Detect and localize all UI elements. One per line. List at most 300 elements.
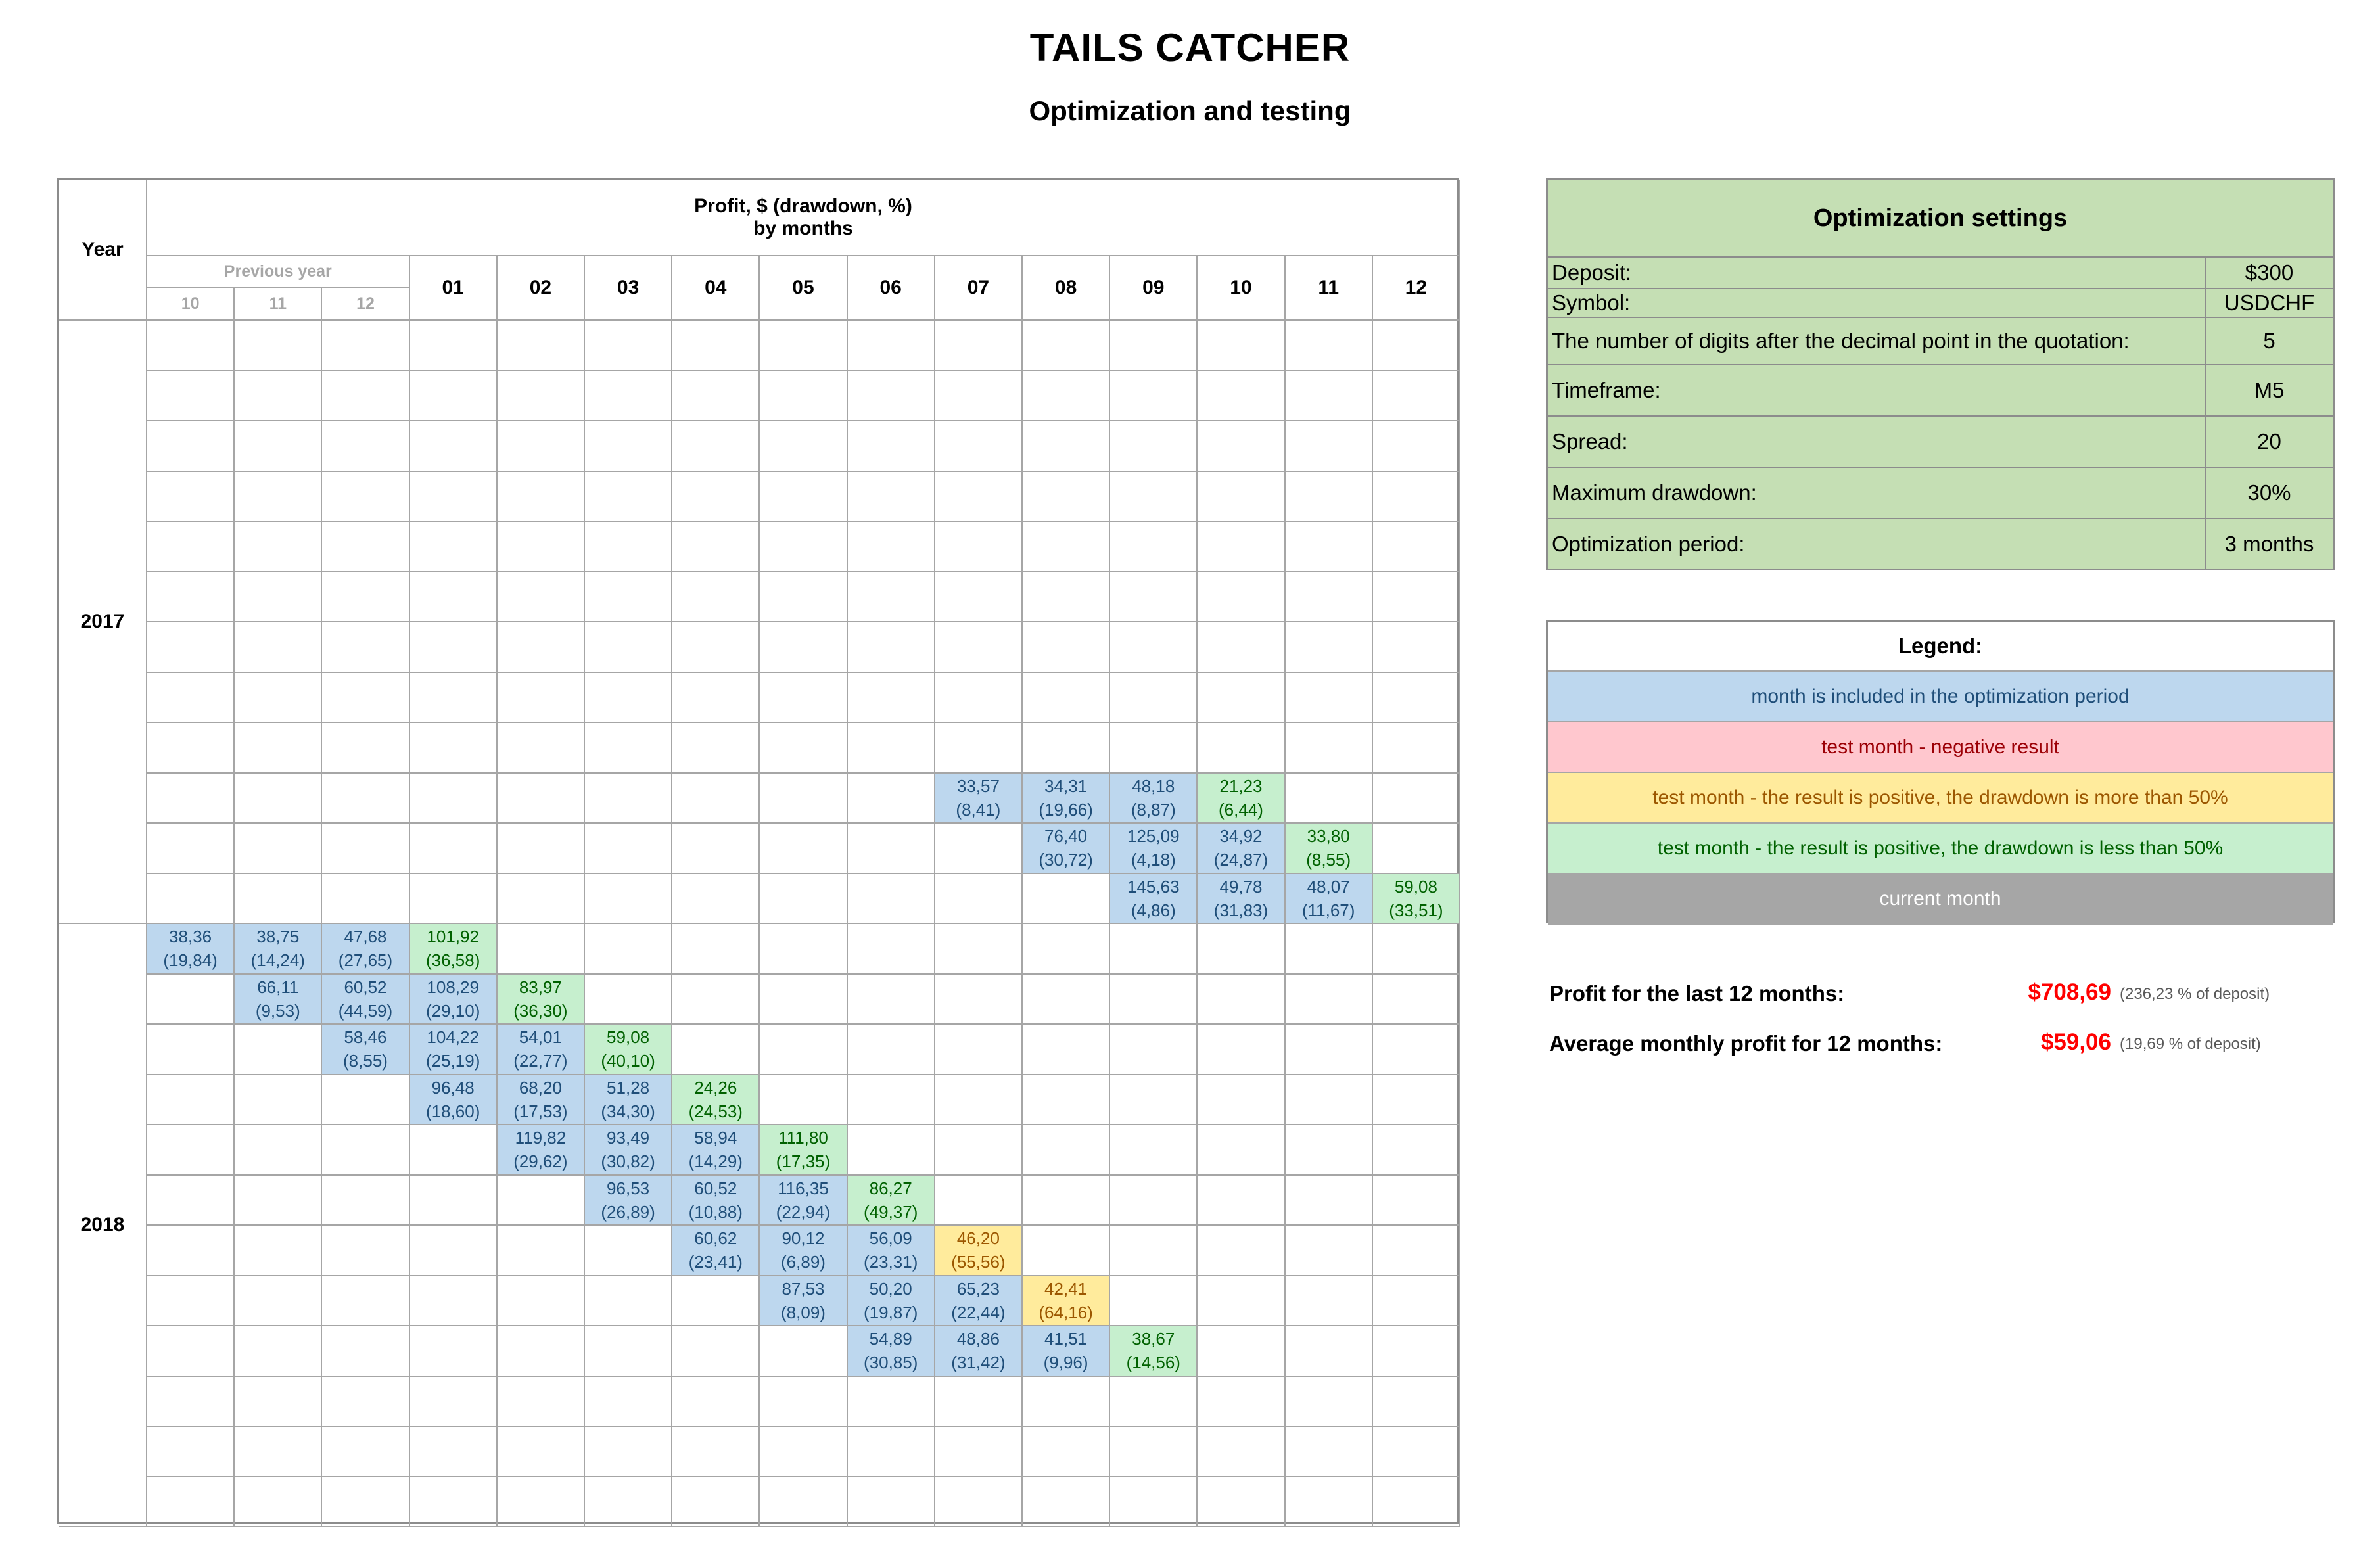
empty-cell xyxy=(1110,924,1198,975)
profit-12m-note: (236,23 % of deposit) xyxy=(2120,985,2270,1003)
empty-cell xyxy=(1286,1025,1373,1075)
empty-cell xyxy=(322,1326,409,1377)
empty-cell xyxy=(498,622,585,673)
result-cell xyxy=(1373,874,1460,925)
empty-cell xyxy=(235,1377,322,1427)
empty-cell xyxy=(410,1226,498,1276)
empty-cell xyxy=(1198,1075,1285,1126)
empty-cell xyxy=(322,1226,409,1276)
empty-cell xyxy=(935,522,1023,572)
empty-cell xyxy=(498,472,585,522)
drawdown-value: (18,60) xyxy=(425,1101,480,1121)
profit-value: 49,78 xyxy=(1219,876,1263,896)
result-cell xyxy=(935,1226,1023,1276)
profit-value: 59,08 xyxy=(607,1027,650,1048)
empty-cell xyxy=(322,1377,409,1427)
result-cell xyxy=(322,975,409,1025)
empty-cell xyxy=(585,824,672,874)
empty-cell xyxy=(1286,1326,1373,1377)
empty-cell xyxy=(1373,924,1460,975)
profit-value: 41,51 xyxy=(1044,1329,1088,1349)
previous-year-header xyxy=(147,256,410,288)
year-header xyxy=(59,180,147,321)
empty-cell xyxy=(322,1176,409,1226)
empty-cell xyxy=(235,321,322,371)
legend-item-blue: month is included in the optimization period xyxy=(1548,672,2333,722)
drawdown-value: (14,29) xyxy=(688,1151,743,1172)
empty-cell xyxy=(1373,774,1460,824)
empty-cell xyxy=(760,975,847,1025)
result-cell xyxy=(585,1125,672,1176)
result-cell xyxy=(760,1125,847,1176)
empty-cell xyxy=(1110,622,1198,673)
empty-cell xyxy=(1023,321,1110,371)
empty-cell xyxy=(410,1125,498,1176)
empty-cell xyxy=(1023,1477,1110,1528)
empty-cell xyxy=(672,1477,760,1528)
empty-cell xyxy=(410,1276,498,1327)
result-cell xyxy=(1110,874,1198,925)
empty-cell xyxy=(1286,1075,1373,1126)
drawdown-value: (33,51) xyxy=(1389,900,1443,920)
empty-cell xyxy=(935,321,1023,371)
empty-cell xyxy=(1286,371,1373,422)
empty-cell xyxy=(848,472,935,522)
settings-label: The number of digits after the decimal point in the quotation: xyxy=(1552,329,2130,353)
empty-cell xyxy=(1023,1125,1110,1176)
empty-cell xyxy=(585,321,672,371)
empty-cell xyxy=(1110,1226,1198,1276)
empty-cell xyxy=(935,1176,1023,1226)
empty-cell xyxy=(410,1176,498,1226)
empty-cell xyxy=(935,874,1023,925)
empty-cell xyxy=(235,1477,322,1528)
profit-12m-value: $708,69 xyxy=(2028,979,2111,1005)
legend-panel xyxy=(1546,620,2335,923)
empty-cell xyxy=(147,1176,235,1226)
empty-cell xyxy=(760,874,847,925)
profit-value: 96,53 xyxy=(607,1178,650,1198)
settings-value: M5 xyxy=(2205,365,2333,415)
result-cell xyxy=(1023,1276,1110,1327)
empty-cell xyxy=(1373,1377,1460,1427)
empty-cell xyxy=(1198,522,1285,572)
empty-cell xyxy=(760,723,847,774)
empty-cell xyxy=(147,673,235,724)
avg-monthly-note: (19,69 % of deposit) xyxy=(2120,1035,2261,1053)
month-header xyxy=(585,256,672,321)
prev-month-label: 10 xyxy=(181,294,200,313)
drawdown-value: (14,24) xyxy=(250,950,305,971)
drawdown-value: (8,09) xyxy=(781,1302,826,1322)
empty-cell xyxy=(235,472,322,522)
month-header xyxy=(1023,256,1110,321)
empty-cell xyxy=(672,673,760,724)
prev-month-header xyxy=(147,288,235,321)
profit-value: 111,80 xyxy=(778,1128,828,1148)
empty-cell xyxy=(322,1125,409,1176)
empty-cell xyxy=(322,1276,409,1327)
empty-cell xyxy=(1373,522,1460,572)
empty-cell xyxy=(1373,1125,1460,1176)
empty-cell xyxy=(935,371,1023,422)
empty-cell xyxy=(1023,673,1110,724)
empty-cell xyxy=(235,1276,322,1327)
empty-cell xyxy=(498,572,585,623)
result-cell xyxy=(848,1326,935,1377)
empty-cell xyxy=(848,1427,935,1477)
profit-12m-label: Profit for the last 12 months: xyxy=(1549,981,1845,1006)
empty-cell xyxy=(322,572,409,623)
result-cell xyxy=(585,1176,672,1226)
empty-cell xyxy=(147,1477,235,1528)
empty-cell xyxy=(848,572,935,623)
empty-cell xyxy=(322,1075,409,1126)
legend-item-red: test month - negative result xyxy=(1548,722,2333,773)
empty-cell xyxy=(585,1377,672,1427)
empty-cell xyxy=(1110,1427,1198,1477)
empty-cell xyxy=(1286,1377,1373,1427)
profit-value: 38,75 xyxy=(256,927,300,947)
month-header xyxy=(1110,256,1198,321)
empty-cell xyxy=(1198,1326,1285,1377)
drawdown-value: (31,42) xyxy=(951,1353,1006,1373)
drawdown-value: (22,77) xyxy=(513,1051,568,1071)
profit-value: 116,35 xyxy=(778,1178,829,1198)
profit-value: 60,52 xyxy=(694,1178,737,1198)
result-cell xyxy=(498,975,585,1025)
empty-cell xyxy=(235,1025,322,1075)
empty-cell xyxy=(1110,1477,1198,1528)
drawdown-value: (19,87) xyxy=(863,1302,918,1322)
drawdown-value: (6,89) xyxy=(781,1252,826,1272)
settings-row xyxy=(1548,468,2333,519)
empty-cell xyxy=(322,673,409,724)
profit-value: 108,29 xyxy=(427,977,479,997)
drawdown-value: (49,37) xyxy=(863,1201,918,1222)
drawdown-value: (22,44) xyxy=(951,1302,1006,1322)
empty-cell xyxy=(1286,774,1373,824)
legend-item-green: test month - the result is positive, the drawdown is less than 50% xyxy=(1548,824,2333,874)
empty-cell xyxy=(1198,673,1285,724)
settings-label: Spread: xyxy=(1552,429,1628,453)
result-cell xyxy=(235,924,322,975)
empty-cell xyxy=(672,321,760,371)
empty-cell xyxy=(147,421,235,472)
empty-cell xyxy=(322,371,409,422)
profit-value: 60,62 xyxy=(694,1228,737,1249)
empty-cell xyxy=(1023,371,1110,422)
avg-monthly-value: $59,06 xyxy=(2040,1029,2111,1055)
drawdown-value: (11,67) xyxy=(1301,900,1355,920)
empty-cell xyxy=(1198,321,1285,371)
empty-cell xyxy=(1198,1427,1285,1477)
empty-cell xyxy=(235,824,322,874)
empty-cell xyxy=(848,824,935,874)
empty-cell xyxy=(1286,321,1373,371)
empty-cell xyxy=(672,1377,760,1427)
result-cell xyxy=(760,1276,847,1327)
legend-item-yellow: test month - the result is positive, the drawdown is more than 50% xyxy=(1548,773,2333,824)
empty-cell xyxy=(1198,472,1285,522)
empty-cell xyxy=(672,723,760,774)
empty-cell xyxy=(585,723,672,774)
profit-value: 119,82 xyxy=(515,1128,567,1148)
empty-cell xyxy=(935,1025,1023,1075)
drawdown-value: (9,53) xyxy=(255,1000,300,1021)
settings-row xyxy=(1548,318,2333,365)
empty-cell xyxy=(760,924,847,975)
empty-cell xyxy=(498,1276,585,1327)
empty-cell xyxy=(1286,1226,1373,1276)
empty-cell xyxy=(585,1326,672,1377)
result-cell xyxy=(760,1226,847,1276)
empty-cell xyxy=(935,472,1023,522)
profit-value: 54,01 xyxy=(519,1027,562,1048)
empty-cell xyxy=(1198,723,1285,774)
empty-cell xyxy=(1110,472,1198,522)
profit-value: 60,52 xyxy=(344,977,387,997)
empty-cell xyxy=(322,723,409,774)
empty-cell xyxy=(1286,572,1373,623)
empty-cell xyxy=(410,673,498,724)
month-header xyxy=(935,256,1023,321)
drawdown-value: (40,10) xyxy=(601,1051,655,1071)
profit-value: 47,68 xyxy=(344,927,387,947)
empty-cell xyxy=(147,1377,235,1427)
empty-cell xyxy=(498,321,585,371)
profit-value: 101,92 xyxy=(427,927,479,947)
page-subtitle: Optimization and testing xyxy=(1029,95,1351,126)
profit-value: 24,26 xyxy=(694,1077,737,1098)
profit-value: 76,40 xyxy=(1044,826,1088,847)
empty-cell xyxy=(672,622,760,673)
empty-cell xyxy=(1023,421,1110,472)
empty-cell xyxy=(1373,572,1460,623)
empty-cell xyxy=(585,924,672,975)
profit-value: 33,80 xyxy=(1307,826,1350,847)
empty-cell xyxy=(1286,622,1373,673)
empty-cell xyxy=(147,1025,235,1075)
empty-cell xyxy=(672,522,760,572)
settings-value: USDCHF xyxy=(2205,289,2333,317)
empty-cell xyxy=(585,622,672,673)
empty-cell xyxy=(235,1125,322,1176)
settings-label: Deposit: xyxy=(1552,260,1632,285)
drawdown-value: (30,85) xyxy=(863,1353,918,1373)
legend-item-grey: current month xyxy=(1548,874,2333,925)
profit-header-line1: Profit, $ (drawdown, %) xyxy=(694,195,912,217)
empty-cell xyxy=(322,622,409,673)
empty-cell xyxy=(760,421,847,472)
profit-value: 58,94 xyxy=(694,1128,737,1148)
empty-cell xyxy=(1373,1427,1460,1477)
empty-cell xyxy=(1373,1025,1460,1075)
empty-cell xyxy=(410,572,498,623)
empty-cell xyxy=(935,975,1023,1025)
empty-cell xyxy=(760,774,847,824)
empty-cell xyxy=(498,1226,585,1276)
settings-value: 3 months xyxy=(2205,519,2333,569)
empty-cell xyxy=(760,622,847,673)
settings-value: 5 xyxy=(2205,318,2333,364)
empty-cell xyxy=(935,1075,1023,1126)
empty-cell xyxy=(585,572,672,623)
empty-cell xyxy=(410,1477,498,1528)
profit-value: 50,20 xyxy=(869,1278,912,1299)
month-label: 03 xyxy=(617,277,640,298)
empty-cell xyxy=(848,673,935,724)
settings-row xyxy=(1548,365,2333,417)
drawdown-value: (34,30) xyxy=(601,1101,655,1121)
profit-value: 33,57 xyxy=(956,776,1000,796)
empty-cell xyxy=(147,1075,235,1126)
profit-value: 46,20 xyxy=(956,1228,1000,1249)
result-cell xyxy=(410,1075,498,1126)
year-label-cell xyxy=(59,321,147,924)
profit-value: 58,46 xyxy=(344,1027,387,1048)
profit-value: 90,12 xyxy=(782,1228,825,1249)
profit-value: 34,31 xyxy=(1044,776,1088,796)
empty-cell xyxy=(1023,472,1110,522)
empty-cell xyxy=(147,723,235,774)
empty-cell xyxy=(935,1477,1023,1528)
result-cell xyxy=(322,924,409,975)
empty-cell xyxy=(1286,472,1373,522)
empty-cell xyxy=(147,1427,235,1477)
empty-cell xyxy=(848,874,935,925)
drawdown-value: (4,86) xyxy=(1131,900,1176,920)
result-cell xyxy=(585,1075,672,1126)
empty-cell xyxy=(585,774,672,824)
empty-cell xyxy=(1286,1125,1373,1176)
profit-value: 125,09 xyxy=(1127,826,1180,847)
result-cell xyxy=(235,975,322,1025)
empty-cell xyxy=(1110,1176,1198,1226)
drawdown-value: (31,83) xyxy=(1213,900,1269,920)
empty-cell xyxy=(235,1326,322,1377)
empty-cell xyxy=(848,975,935,1025)
empty-cell xyxy=(498,1427,585,1477)
empty-cell xyxy=(672,472,760,522)
month-header xyxy=(760,256,847,321)
empty-cell xyxy=(760,824,847,874)
empty-cell xyxy=(322,1477,409,1528)
profit-value: 93,49 xyxy=(607,1128,650,1148)
drawdown-value: (29,62) xyxy=(513,1151,568,1172)
empty-cell xyxy=(1023,874,1110,925)
drawdown-value: (23,31) xyxy=(863,1252,918,1272)
empty-cell xyxy=(1373,472,1460,522)
drawdown-value: (10,88) xyxy=(688,1201,743,1222)
empty-cell xyxy=(498,774,585,824)
profit-value: 68,20 xyxy=(519,1077,562,1098)
prev-month-header xyxy=(235,288,322,321)
empty-cell xyxy=(322,522,409,572)
profit-value: 87,53 xyxy=(782,1278,825,1299)
empty-cell xyxy=(1198,572,1285,623)
empty-cell xyxy=(1198,622,1285,673)
empty-cell xyxy=(585,1427,672,1477)
profit-value: 96,48 xyxy=(431,1077,475,1098)
empty-cell xyxy=(1373,1477,1460,1528)
empty-cell xyxy=(322,774,409,824)
empty-cell xyxy=(1373,622,1460,673)
result-cell xyxy=(1286,874,1373,925)
settings-row xyxy=(1548,258,2333,289)
empty-cell xyxy=(1373,1226,1460,1276)
empty-cell xyxy=(760,472,847,522)
result-cell xyxy=(935,1326,1023,1377)
empty-cell xyxy=(935,1377,1023,1427)
drawdown-value: (17,53) xyxy=(513,1101,568,1121)
empty-cell xyxy=(1023,622,1110,673)
empty-cell xyxy=(147,1125,235,1176)
empty-cell xyxy=(585,371,672,422)
empty-cell xyxy=(1373,673,1460,724)
profit-value: 145,63 xyxy=(1127,876,1180,896)
month-header xyxy=(498,256,585,321)
empty-cell xyxy=(1198,1125,1285,1176)
empty-cell xyxy=(1286,1276,1373,1327)
empty-cell xyxy=(760,1377,847,1427)
drawdown-value: (26,89) xyxy=(601,1201,655,1222)
empty-cell xyxy=(1198,1176,1285,1226)
empty-cell xyxy=(498,522,585,572)
empty-cell xyxy=(1373,1176,1460,1226)
drawdown-value: (64,16) xyxy=(1038,1302,1093,1322)
empty-cell xyxy=(498,1326,585,1377)
empty-cell xyxy=(848,1477,935,1528)
result-cell xyxy=(672,1125,760,1176)
empty-cell xyxy=(235,522,322,572)
profit-value: 104,22 xyxy=(427,1027,479,1048)
empty-cell xyxy=(498,1477,585,1528)
profit-value: 42,41 xyxy=(1044,1278,1088,1299)
result-cell xyxy=(672,1075,760,1126)
result-cell xyxy=(935,774,1023,824)
empty-cell xyxy=(935,1427,1023,1477)
month-header xyxy=(1373,256,1460,321)
empty-cell xyxy=(410,1427,498,1477)
profit-value: 48,18 xyxy=(1132,776,1175,796)
result-cell xyxy=(1198,824,1285,874)
empty-cell xyxy=(235,1075,322,1126)
empty-cell xyxy=(410,421,498,472)
drawdown-value: (8,87) xyxy=(1131,799,1176,820)
empty-cell xyxy=(760,522,847,572)
empty-cell xyxy=(1373,1276,1460,1327)
empty-cell xyxy=(1286,1427,1373,1477)
empty-cell xyxy=(147,1226,235,1276)
empty-cell xyxy=(1110,975,1198,1025)
settings-value: $300 xyxy=(2205,258,2333,288)
empty-cell xyxy=(1110,421,1198,472)
result-cell xyxy=(1198,874,1285,925)
empty-cell xyxy=(672,774,760,824)
month-header xyxy=(1198,256,1285,321)
empty-cell xyxy=(1286,673,1373,724)
empty-cell xyxy=(498,371,585,422)
empty-cell xyxy=(1023,1427,1110,1477)
empty-cell xyxy=(848,1377,935,1427)
profit-value: 51,28 xyxy=(607,1077,650,1098)
empty-cell xyxy=(672,1025,760,1075)
empty-cell xyxy=(848,774,935,824)
profit-value: 86,27 xyxy=(869,1178,912,1198)
empty-cell xyxy=(498,421,585,472)
empty-cell xyxy=(935,572,1023,623)
